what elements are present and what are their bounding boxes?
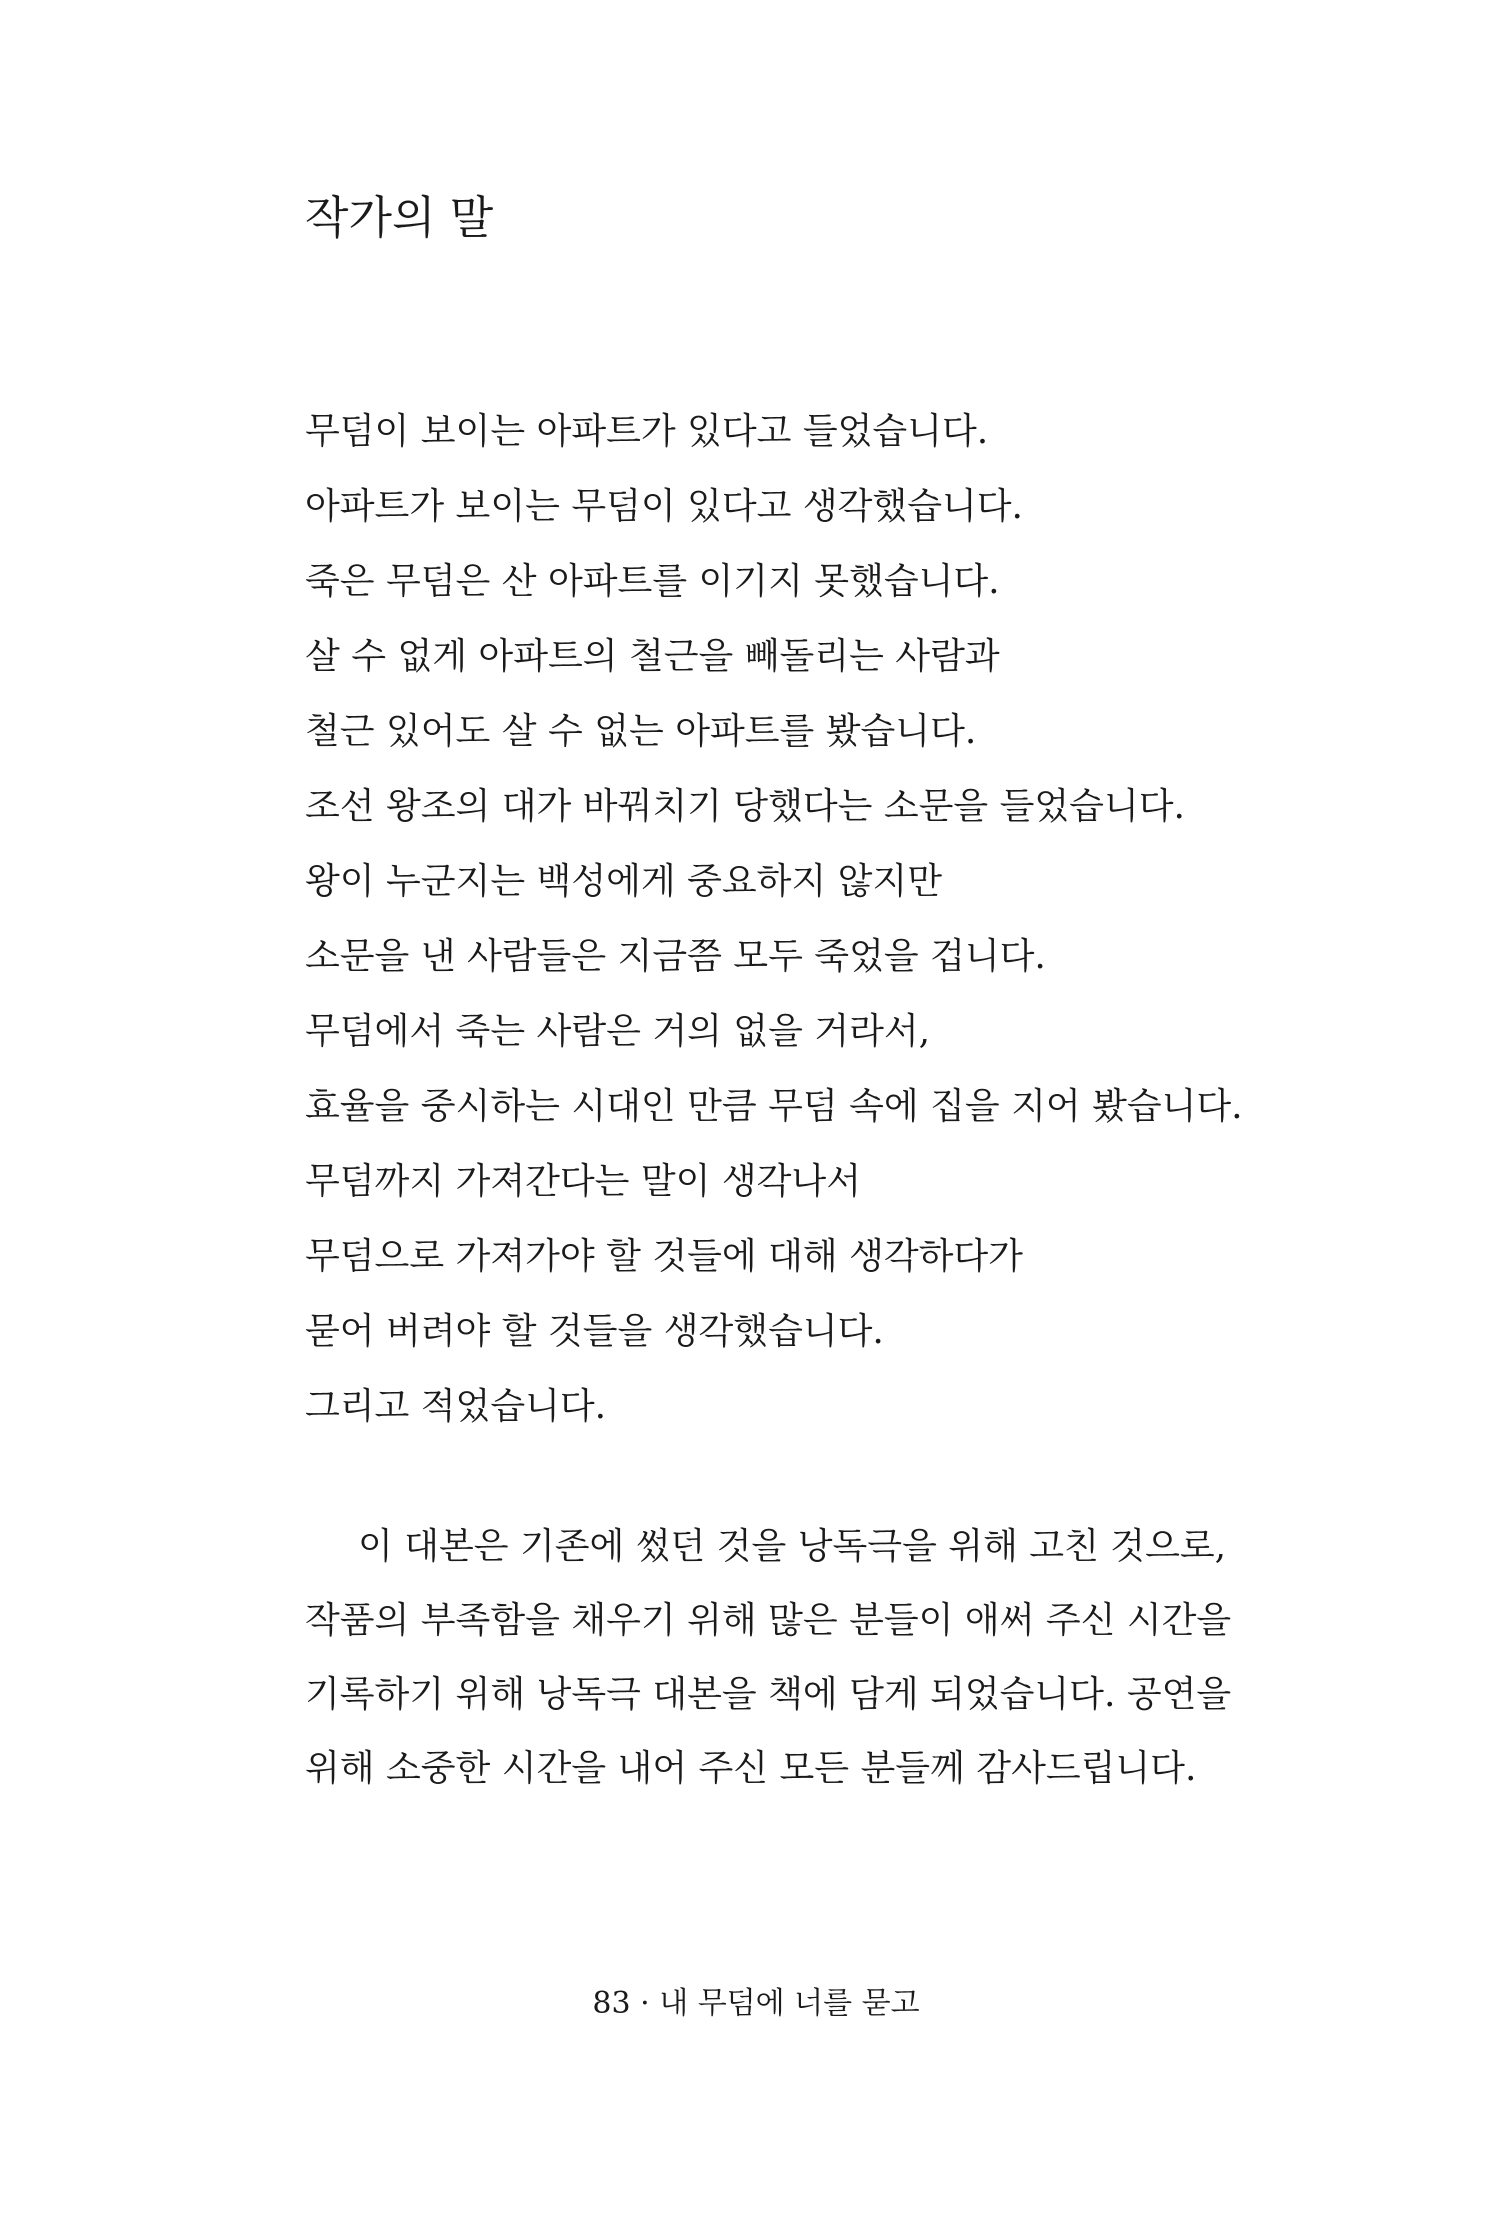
poem-line: 조선 왕조의 대가 바꿔치기 당했다는 소문을 들었습니다.: [305, 786, 1185, 827]
footer-separator: ·: [640, 1986, 650, 2021]
paragraph-line: 위해 소중한 시간을 내어 주신 모든 분들께 감사드립니다.: [305, 1748, 1197, 1789]
poem-line: 무덤까지 가져간다는 말이 생각나서: [305, 1161, 861, 1202]
poem-line: 묻어 버려야 할 것들을 생각했습니다.: [305, 1311, 884, 1352]
poem-line: 무덤이 보이는 아파트가 있다고 들었습니다.: [305, 411, 989, 452]
paragraph-line: 이 대본은 기존에 썼던 것을 낭독극을 위해 고친 것으로,: [358, 1526, 1227, 1567]
poem-line: 왕이 누군지는 백성에게 중요하지 않지만: [305, 861, 942, 902]
poem-line: 죽은 무덤은 산 아파트를 이기지 못했습니다.: [305, 561, 1000, 602]
poem-body: [305, 394, 1285, 1444]
poem-line: 철근 있어도 살 수 없는 아파트를 봤습니다.: [305, 711, 977, 752]
paragraph-line: 작품의 부족함을 채우기 위해 많은 분들이 애써 주신 시간을: [305, 1600, 1232, 1641]
running-title: 내 무덤에 너를 묻고: [659, 1986, 920, 2021]
poem-line: 무덤에서 죽는 사람은 거의 없을 거라서,: [305, 1011, 931, 1052]
closing-paragraph: [305, 1510, 1270, 1806]
poem-line: 무덤으로 가져가야 할 것들에 대해 생각하다가: [305, 1236, 1023, 1277]
poem-line: 아파트가 보이는 무덤이 있다고 생각했습니다.: [305, 486, 1023, 527]
poem-line: 그리고 적었습니다.: [305, 1386, 607, 1427]
page-number: 83: [592, 1986, 631, 2021]
page-footer: [0, 1984, 1512, 2024]
poem-line: 살 수 없게 아파트의 철근을 빼돌리는 사람과: [305, 636, 1000, 677]
poem-line: 소문을 낸 사람들은 지금쯤 모두 죽었을 겁니다.: [305, 936, 1046, 977]
paragraph-line: 기록하기 위해 낭독극 대본을 책에 담게 되었습니다. 공연을: [305, 1674, 1232, 1715]
poem-line: 효율을 중시하는 시대인 만큼 무덤 속에 집을 지어 봤습니다.: [305, 1086, 1243, 1127]
page-title: 작가의 말: [305, 191, 494, 244]
